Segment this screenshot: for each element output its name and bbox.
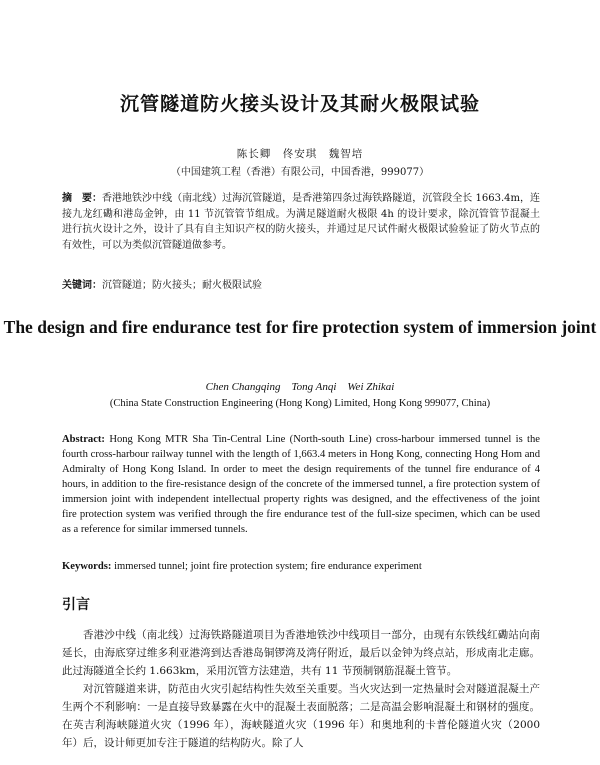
english-authors: Chen Changqing Tong Anqi Wei Zhikai	[205, 381, 395, 393]
english-keywords	[62, 561, 540, 572]
chinese-authors: 陈长卿 佟安琪 魏智培	[236, 148, 364, 160]
introduction-body	[62, 626, 540, 752]
english-keywords-text: immersed tunnel; joint fire protection system; fire endurance experiment	[114, 561, 422, 572]
chinese-abstract-label: 摘 要：	[62, 193, 103, 204]
english-title: The design and fire endurance test for fire protection system of immersion joint	[3, 317, 597, 337]
english-abstract-text: Hong Kong MTR Sha Tin-Central Line (North-south Line) cross-harbour immersed tunnel is the fourth cross-harbour railway tunnel with the length of 1,663.4 meters in Hong Kong, connecting Hong Hom and Admiralty of Hong Kong Island. In order to meet the design requirements of the tunnel fire endurance of 4 hours, in addition to the fire-resistance design of the concrete of the immersed tunnel, a fire protection system of immersion joint with independent intellectual property rights was designed, and the effectiveness of the joint fire protection system was verified through the fire endurance test of the full-size specimen, which can be used as a reference for similar immersed tunnels.	[62, 434, 540, 535]
chinese-keywords-label: 关键词：	[62, 280, 102, 291]
english-abstract-label: Abstract:	[62, 434, 105, 445]
chinese-abstract	[62, 191, 540, 253]
english-keywords-label: Keywords:	[62, 561, 112, 572]
body-paragraph: 香港沙中线（南北线）过海铁路隧道项目为香港地铁沙中线项目一部分，由现有东铁线红磡站向南延长，由海底穿过维多利亚港湾到达香港岛铜锣湾及湾仔附近，最后以金钟为终点站，形成南北走廊。此过海隧道全长约 1.663km，采用沉管方法建造，共有 11 节预制钢筋混凝土管节。	[62, 629, 540, 677]
body-paragraph: 对沉管隧道来讲，防范由火灾引起结构性失效至关重要。当火灾达到一定热量时会对隧道混凝土产生两个不利影响：一是直接导致暴露在火中的混凝土表面脱落；二是高温会影响混凝土和钢材的强度。在英吉利海峡隧道火灾（1996 年），海峡隧道火灾（1996 年）和奥地利的卡普伦隧道火灾（2000 年）后，设计师更加专注于隧道的结构防火。除了人	[62, 683, 540, 749]
chinese-title: 沉管隧道防火接头设计及其耐火极限试验	[119, 93, 480, 115]
english-abstract	[62, 432, 540, 537]
chinese-affiliation: （中国建筑工程（香港）有限公司，中国香港，999077）	[170, 167, 430, 178]
section-heading-introduction: 引言	[62, 597, 90, 613]
chinese-keywords-text: 沉管隧道；防火接头；耐火极限试验	[102, 280, 262, 291]
chinese-abstract-text: 香港地铁沙中线（南北线）过海沉管隧道，是香港第四条过海铁路隧道，沉管段全长 1663.4m，连接九龙红磡和港岛金钟，由 11 节沉管管节组成。为满足隧道耐火极限 4h 的设计要求，除沉管管节混凝土进行抗火设计之外，设计了具有自主知识产权的防火接头，并通过足尺试件耐火极限试验验证了防火节点的有效性，可以为类似沉管隧道做参考。	[62, 193, 540, 251]
english-affiliation: (China State Construction Engineering (Hong Kong) Limited, Hong Kong 999077, China)	[109, 398, 491, 409]
chinese-keywords	[62, 276, 540, 291]
